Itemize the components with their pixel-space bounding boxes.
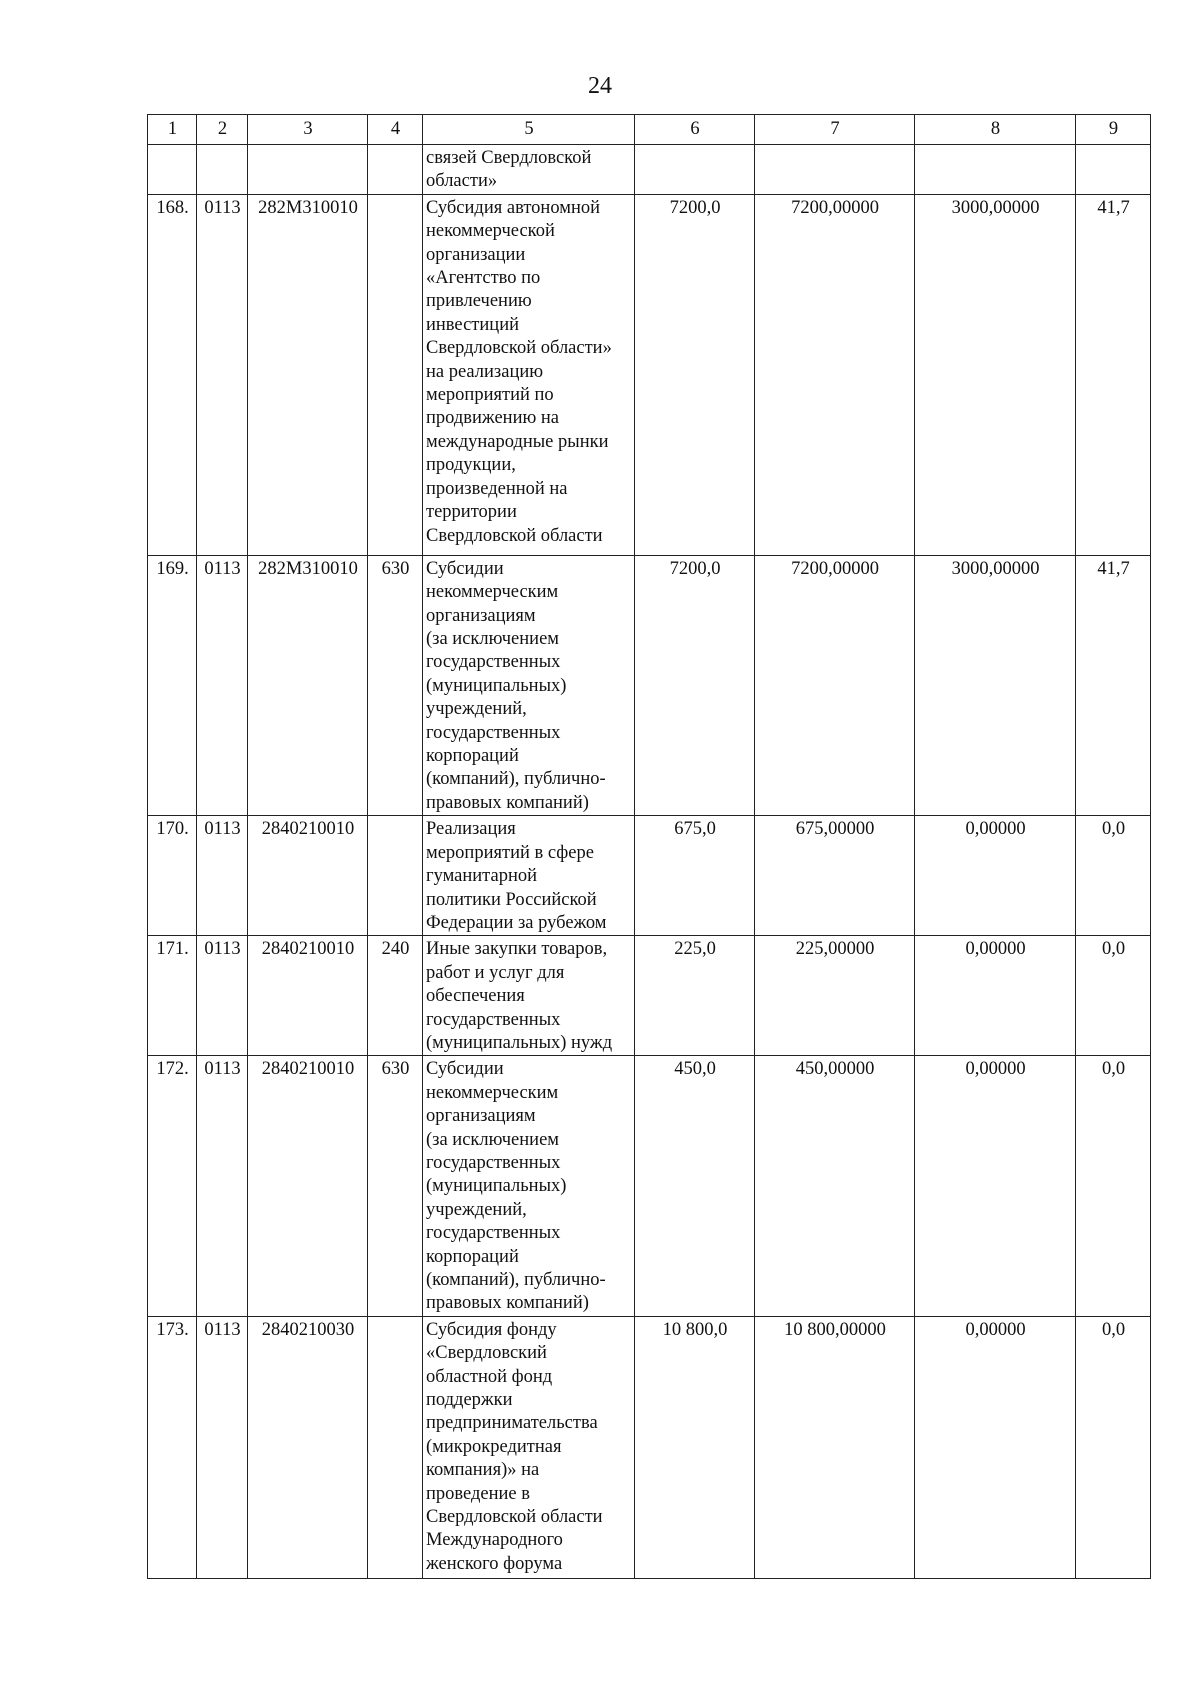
item-name-line: Субсидия автономной (426, 197, 600, 218)
item-name-line: государственных (426, 1009, 561, 1030)
approved-amount-cell: 675,00000 (755, 816, 915, 936)
item-name-line: некоммерческим (426, 582, 559, 603)
executed-amount-cell (915, 145, 1076, 195)
item-name-line: компания)» на (426, 1460, 540, 1481)
item-name-line: (микрокредитная (426, 1436, 562, 1457)
item-name-line: продвижению на (426, 408, 560, 429)
item-name-line: государственных (426, 1223, 561, 1244)
item-name-line: связей Свердловской (426, 148, 592, 168)
item-name-line: правовых компаний) (426, 792, 589, 813)
expense-type-cell: 240 (368, 936, 423, 1056)
header-cell-5: 5 (423, 115, 635, 145)
planned-amount-cell: 225,0 (635, 936, 755, 1056)
item-name-line: женского форума (426, 1553, 563, 1574)
header-cell-9: 9 (1076, 115, 1151, 145)
approved-amount-cell: 450,00000 (755, 1056, 915, 1316)
target-article-cell: 282М310010 (248, 555, 368, 815)
row-number-cell (148, 145, 197, 195)
section-code-cell: 0113 (197, 936, 248, 1056)
target-article-cell: 2840210010 (248, 1056, 368, 1316)
section-code-cell: 0113 (197, 1316, 248, 1578)
item-name-line: «Агентство по (426, 268, 541, 289)
planned-amount-cell: 7200,0 (635, 194, 755, 555)
item-name-line: корпораций (426, 746, 519, 767)
header-cell-1: 1 (148, 115, 197, 145)
expense-type-cell (368, 194, 423, 555)
planned-amount-cell: 7200,0 (635, 555, 755, 815)
item-name-line: (муниципальных) нужд (426, 1032, 613, 1053)
item-name-line: организации (426, 244, 526, 265)
item-name-line: Свердловской области (426, 1507, 603, 1528)
executed-amount-cell: 3000,00000 (915, 194, 1076, 555)
item-name-line: некоммерческой (426, 221, 555, 242)
item-name-line: инвестиций (426, 314, 519, 335)
budget-table (147, 114, 1151, 1579)
item-name-line: учреждений, (426, 1199, 527, 1220)
item-name-line: «Свердловский (426, 1343, 547, 1364)
section-code-cell: 0113 (197, 555, 248, 815)
table-row (148, 816, 1151, 936)
item-name-line: организациям (426, 605, 536, 626)
section-code-cell: 0113 (197, 816, 248, 936)
item-name-line: привлечению (426, 291, 532, 312)
section-code-cell (197, 145, 248, 195)
table-row (148, 145, 1151, 195)
item-name-cell (423, 936, 635, 1056)
target-article-cell: 2840210010 (248, 936, 368, 1056)
executed-amount-cell: 0,00000 (915, 816, 1076, 936)
item-name-line: (муниципальных) (426, 1176, 567, 1197)
execution-percent-cell: 41,7 (1076, 194, 1151, 555)
item-name-line: государственных (426, 1152, 561, 1173)
item-name-line: Федерации за рубежом (426, 912, 607, 933)
item-name-line: поддержки (426, 1390, 513, 1411)
item-name-line: проведение в (426, 1483, 530, 1504)
section-code-cell: 0113 (197, 1056, 248, 1316)
approved-amount-cell: 10 800,00000 (755, 1316, 915, 1578)
expense-type-cell: 630 (368, 1056, 423, 1316)
item-name-line: на реализацию (426, 361, 544, 382)
row-number-cell: 170. (148, 816, 197, 936)
planned-amount-cell: 450,0 (635, 1056, 755, 1316)
item-name-line: (муниципальных) (426, 675, 567, 696)
item-name-line: некоммерческим (426, 1082, 559, 1103)
item-name-line: Субсидии (426, 1059, 504, 1080)
execution-percent-cell: 41,7 (1076, 555, 1151, 815)
expense-type-cell (368, 816, 423, 936)
approved-amount-cell (755, 145, 915, 195)
section-code-cell: 0113 (197, 194, 248, 555)
item-name-line: Иные закупки товаров, (426, 939, 608, 960)
item-name-line: организациям (426, 1106, 536, 1127)
item-name-line: мероприятий по (426, 385, 554, 406)
item-name-line: государственных (426, 652, 561, 673)
planned-amount-cell (635, 145, 755, 195)
table-header-row (148, 115, 1151, 145)
item-name-cell (423, 1056, 635, 1316)
table-row (148, 1056, 1151, 1316)
execution-percent-cell (1076, 145, 1151, 195)
item-name-line: Свердловской области (426, 525, 603, 546)
table-row (148, 936, 1151, 1056)
item-name-line: работ и услуг для (426, 962, 565, 983)
header-cell-2: 2 (197, 115, 248, 145)
item-name-line: политики Российской (426, 889, 597, 910)
item-name-line: мероприятий в сфере (426, 842, 594, 863)
executed-amount-cell: 0,00000 (915, 1056, 1076, 1316)
item-name-cell (423, 194, 635, 555)
planned-amount-cell: 675,0 (635, 816, 755, 936)
item-name-line: предпринимательства (426, 1413, 598, 1434)
item-name-cell (423, 145, 635, 195)
header-cell-3: 3 (248, 115, 368, 145)
item-name-line: Реализация (426, 819, 516, 840)
row-number-cell: 169. (148, 555, 197, 815)
item-name-line: произведенной на (426, 478, 568, 499)
item-name-line: (за исключением (426, 629, 559, 650)
item-name-line: (компаний), публично- (426, 769, 606, 790)
target-article-cell: 2840210030 (248, 1316, 368, 1578)
approved-amount-cell: 225,00000 (755, 936, 915, 1056)
item-name-line: государственных (426, 722, 561, 743)
execution-percent-cell: 0,0 (1076, 1316, 1151, 1578)
table-row (148, 1316, 1151, 1578)
item-name-line: Международного (426, 1530, 563, 1551)
header-cell-6: 6 (635, 115, 755, 145)
execution-percent-cell: 0,0 (1076, 936, 1151, 1056)
header-cell-7: 7 (755, 115, 915, 145)
item-name-line: обеспечения (426, 986, 525, 1007)
item-name-cell (423, 1316, 635, 1578)
target-article-cell: 282М310010 (248, 194, 368, 555)
table-row (148, 194, 1151, 555)
item-name-line: Субсидия фонду (426, 1319, 557, 1340)
item-name-cell (423, 555, 635, 815)
item-name-line: корпораций (426, 1246, 519, 1267)
execution-percent-cell: 0,0 (1076, 816, 1151, 936)
item-name-line: учреждений, (426, 699, 527, 720)
item-name-line: продукции, (426, 455, 516, 476)
execution-percent-cell: 0,0 (1076, 1056, 1151, 1316)
item-name-cell (423, 816, 635, 936)
item-name-line: Свердловской области» (426, 338, 612, 359)
item-name-line: (компаний), публично- (426, 1270, 606, 1290)
header-cell-8: 8 (915, 115, 1076, 145)
table-row (148, 555, 1151, 815)
item-name-line: областной фонд (426, 1366, 553, 1387)
row-number-cell: 173. (148, 1316, 197, 1578)
item-name-line: области» (426, 171, 498, 192)
row-number-cell: 168. (148, 194, 197, 555)
executed-amount-cell: 0,00000 (915, 1316, 1076, 1578)
expense-type-cell (368, 145, 423, 195)
page-number: 24 (588, 73, 612, 99)
item-name-line: гуманитарной (426, 866, 538, 887)
expense-type-cell (368, 1316, 423, 1578)
planned-amount-cell: 10 800,0 (635, 1316, 755, 1578)
target-article-cell (248, 145, 368, 195)
row-number-cell: 171. (148, 936, 197, 1056)
item-name-line: международные рынки (426, 431, 609, 452)
executed-amount-cell: 3000,00000 (915, 555, 1076, 815)
executed-amount-cell: 0,00000 (915, 936, 1076, 1056)
approved-amount-cell: 7200,00000 (755, 555, 915, 815)
item-name-line: (за исключением (426, 1129, 559, 1150)
item-name-line: территории (426, 502, 517, 523)
approved-amount-cell: 7200,00000 (755, 194, 915, 555)
header-cell-4: 4 (368, 115, 423, 145)
item-name-line: Субсидии (426, 558, 504, 579)
row-number-cell: 172. (148, 1056, 197, 1316)
expense-type-cell: 630 (368, 555, 423, 815)
target-article-cell: 2840210010 (248, 816, 368, 936)
item-name-line: правовых компаний) (426, 1293, 589, 1314)
